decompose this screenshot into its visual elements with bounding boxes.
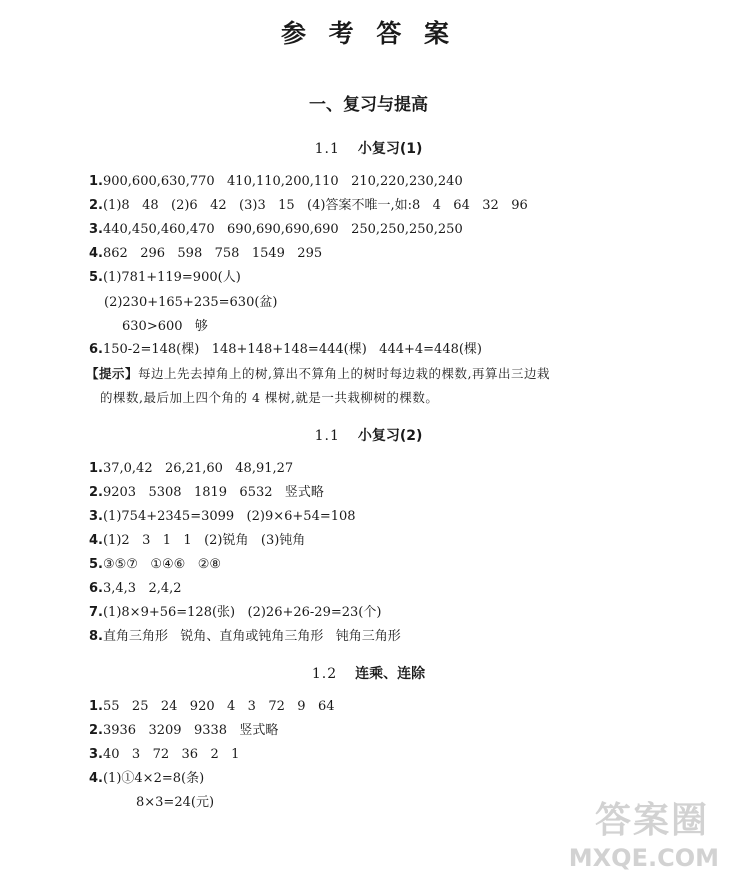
section-number: 1.1 <box>314 141 340 157</box>
question-number: 8. <box>89 629 103 644</box>
question-number: 3. <box>89 747 103 762</box>
answer-line <box>89 269 241 287</box>
question-number: 7. <box>89 605 103 620</box>
question-number: 5. <box>89 557 103 572</box>
answer-line <box>89 628 401 646</box>
section-title <box>0 425 737 445</box>
answer-text: 40 3 72 36 2 1 <box>102 747 240 762</box>
question-number: 1. <box>89 174 103 189</box>
answer-line <box>89 341 482 359</box>
answer-line <box>89 245 322 263</box>
question-number: 3. <box>89 509 103 524</box>
page-title: 参 考 答 案 <box>280 19 457 48</box>
section-number: 1.1 <box>314 428 340 444</box>
question-number: 4. <box>89 246 103 261</box>
answer-text: (1)8×9+56=128(张) (2)26+26-29=23(个) <box>102 605 382 620</box>
answer-text: 440,450,460,470 690,690,690,690 250,250,250,250 <box>102 222 463 237</box>
answer-text: (1)754+2345=3099 (2)9×6+54=108 <box>102 509 356 524</box>
answer-text: (1)781+119=900(人) <box>102 270 241 285</box>
answer-text: 3,4,3 2,4,2 <box>102 581 182 596</box>
answer-text: (1)8 48 (2)6 42 (3)3 15 (4)答案不唯一,如:8 4 64 32 96 <box>102 198 528 213</box>
answer-line: (2)230+165+235=630(盆) <box>104 295 278 310</box>
answer-line <box>89 698 335 716</box>
question-number: 4. <box>89 533 103 548</box>
answer-line <box>89 484 324 502</box>
section-name: 连乘、连除 <box>355 666 426 682</box>
answer-line <box>89 722 278 740</box>
answer-text: (1)①4×2=8(条) <box>102 771 205 786</box>
question-number: 6. <box>89 581 103 596</box>
answer-line <box>89 746 239 764</box>
answer-text: 37,0,42 26,21,60 48,91,27 <box>102 461 294 476</box>
answer-line <box>89 197 528 215</box>
section-name: 小复习(1) <box>357 141 423 157</box>
part-title: 一、复习与提高 <box>309 95 428 115</box>
answer-text: 直角三角形 锐角、直角或钝角三角形 钝角三角形 <box>102 629 401 644</box>
section-title <box>0 663 737 683</box>
answer-text: 900,600,630,770 410,110,200,110 210,220,230,240 <box>102 174 463 189</box>
answer-text: 3936 3209 9338 竖式略 <box>102 723 279 738</box>
answer-line <box>89 556 221 574</box>
question-number: 2. <box>89 723 103 738</box>
answer-text: (1)2 3 1 1 (2)锐角 (3)钝角 <box>102 533 306 548</box>
answer-line <box>89 532 305 550</box>
answer-line <box>89 508 356 526</box>
answer-line <box>89 221 463 239</box>
question-number: 2. <box>89 198 103 213</box>
answer-line <box>89 604 381 622</box>
question-number: 3. <box>89 222 103 237</box>
section-name: 小复习(2) <box>357 428 423 444</box>
question-number: 1. <box>89 699 103 714</box>
answer-text: 150-2=148(棵) 148+148+148=444(棵) 444+4=448(棵) <box>102 342 483 357</box>
answer-line <box>89 580 182 598</box>
answer-text: 9203 5308 1819 6532 竖式略 <box>102 485 324 500</box>
answer-line <box>89 460 293 478</box>
hint-text: 每边上先去掉角上的树,算出不算角上的树时每边栽的棵数,再算出三边栽 <box>138 366 550 381</box>
watermark-text: 答案圈 <box>594 800 709 841</box>
answer-line <box>89 770 204 788</box>
watermark-url: MXQE.COM <box>568 844 719 872</box>
answer-text: ③⑤⑦ ①④⑥ ②⑧ <box>102 557 222 572</box>
answer-line: 630>600 够 <box>122 319 208 334</box>
question-number: 1. <box>89 461 103 476</box>
section-number: 1.2 <box>311 666 338 682</box>
question-number: 4. <box>89 771 103 786</box>
section-title <box>0 138 737 158</box>
hint-line: 的棵数,最后加上四个角的 4 棵树,就是一共栽柳树的棵数。 <box>100 390 439 405</box>
watermark-logo <box>539 792 719 872</box>
answer-line <box>89 173 463 191</box>
hint-label: 【提示】 <box>86 366 139 381</box>
answer-text: 862 296 598 758 1549 295 <box>102 246 323 261</box>
question-number: 5. <box>89 270 103 285</box>
hint-line <box>86 365 550 383</box>
answer-text: 55 25 24 920 4 3 72 9 64 <box>102 699 335 714</box>
question-number: 2. <box>89 485 103 500</box>
question-number: 6. <box>89 342 103 357</box>
answer-line: 8×3=24(元) <box>136 795 215 810</box>
